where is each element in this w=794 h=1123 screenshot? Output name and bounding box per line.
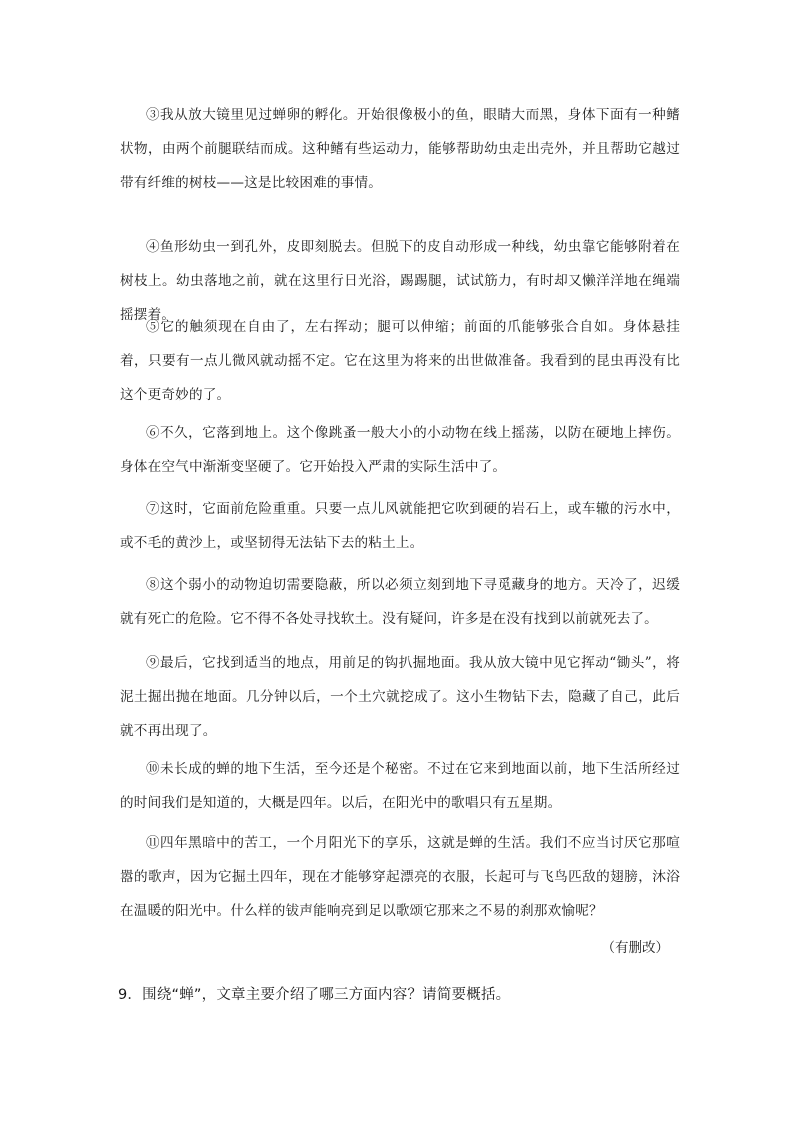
- paragraph-3: ③我从放大镜里见过蝉卵的孵化。开始很像极小的鱼，眼睛大而黑，身体下面有一种鳍状物，由两个前腿联结而成。这种鳍有些运动力，能够帮助幼虫走出壳外，并且帮助它越过带有纤维的树枝——这是比较困难的事情。: [120, 107, 680, 191]
- paragraph-8: ⑧这个弱小的动物迫切需要隐蔽，所以必须立刻到地下寻觅藏身的地方。天冷了，迟缓就有死亡的危险。它不得不各处寻找软土。没有疑问，许多是在没有找到以前就死去了。: [120, 577, 680, 627]
- question-9: 9．围绕“蝉”，文章主要介绍了哪三方面内容？请简要概括。: [118, 987, 511, 1003]
- paragraph-7: ⑦这时，它面前危险重重。只要一点儿风就能把它吹到硬的岩石上，或车辙的污水中，或不毛的黄沙上，或坚韧得无法钻下去的粘土上。: [120, 501, 680, 551]
- paragraph-4: ④鱼形幼虫一到孔外，皮即刻脱去。但脱下的皮自动形成一种线，幼虫靠它能够附着在树枝上。幼虫落地之前，就在这里行日光浴，踢踢腿，试试筋力，有时却又懒洋洋地在绳端摇摆着。: [120, 239, 680, 323]
- paragraph-6: ⑥不久，它落到地上。这个像跳蚤一般大小的小动物在线上摇荡，以防在硬地上摔伤。身体在空气中渐渐变坚硬了。它开始投入严肃的实际生活中了。: [120, 425, 680, 475]
- revision-note: （有删改）: [601, 940, 669, 956]
- paragraph-10: ⑩未长成的蝉的地下生活，至今还是个秘密。不过在它来到地面以前，地下生活所经过的时间我们是知道的，大概是四年。以后，在阳光中的歌唱只有五星期。: [120, 761, 680, 811]
- paragraph-5: ⑤它的触须现在自由了，左右挥动；腿可以伸缩；前面的爪能够张合自如。身体悬挂着，只要有一点儿微风就动摇不定。它在这里为将来的出世做准备。我看到的昆虫再没有比这个更奇妙的了。: [120, 319, 680, 403]
- paragraph-9: ⑨最后，它找到适当的地点，用前足的钩扒掘地面。我从放大镜中见它挥动“锄头”，将泥土掘出抛在地面。几分钟以后，一个土穴就挖成了。这小生物钻下去，隐藏了自己，此后就不再出现了。: [120, 655, 680, 739]
- paragraph-11: ⑪四年黑暗中的苦工，一个月阳光下的享乐，这就是蝉的生活。我们不应当讨厌它那喧嚣的歌声，因为它掘土四年，现在才能够穿起漂亮的衣服，长起可与飞鸟匹敌的翅膀，沐浴在温暖的阳光中。什么样的钹声能响亮到足以歌颂它那来之不易的刹那欢愉呢？: [120, 835, 680, 919]
